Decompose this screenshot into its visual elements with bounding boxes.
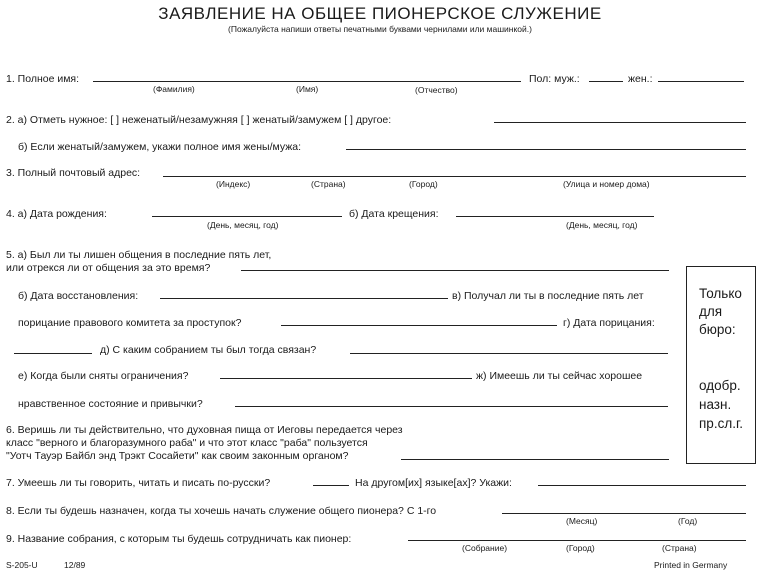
q8-hint-month: (Месяц)	[566, 516, 598, 526]
sex-label: Пол: муж.:	[529, 73, 580, 85]
q4-hint-date-a: (День, месяц, год)	[207, 220, 279, 230]
form-title: ЗАЯВЛЕНИЕ НА ОБЩЕЕ ПИОНЕРСКОЕ СЛУЖЕНИЕ	[158, 4, 602, 23]
q8-hint-year: (Год)	[678, 516, 698, 526]
congregation-then-field[interactable]	[350, 353, 668, 354]
q6-line1: 6. Веришь ли ты действительно, что духовная пища от Иеговы передается через	[6, 424, 403, 436]
office-service-year: пр.сл.г.	[699, 416, 743, 431]
q3-hint-index: (Индекс)	[216, 179, 251, 189]
q2b-label: б) Если женатый/замужем, укажи полное имя жены/мужа:	[18, 141, 301, 153]
q3-hint-country: (Страна)	[311, 179, 346, 189]
reinstatement-date-field[interactable]	[160, 298, 448, 299]
q5zh-label: ж) Имеешь ли ты сейчас хорошее	[476, 370, 643, 382]
q9-hint-congregation: (Собрание)	[462, 543, 508, 553]
q5g-label: г) Дата порицания:	[563, 317, 655, 329]
spouse-name-field[interactable]	[346, 149, 746, 150]
q6-line3: "Уотч Тауэр Байбл энд Трэкт Сосайети" как своим законным органом?	[6, 450, 349, 462]
q7-label: 7. Умеешь ли ты говорить, читать и писать по-русски?	[6, 477, 271, 489]
q1-hint-patronymic: (Отчество)	[415, 85, 458, 95]
office-use-box	[686, 266, 756, 464]
birth-date-field[interactable]	[152, 216, 342, 217]
russian-ability-field[interactable]	[313, 485, 349, 486]
female-field[interactable]	[658, 81, 744, 82]
full-name-field[interactable]	[93, 81, 521, 82]
q4a-label: 4. а) Дата рождения:	[6, 208, 107, 220]
marital-other-field[interactable]	[494, 122, 746, 123]
moral-standing-field[interactable]	[235, 406, 668, 407]
q1-hint-surname: (Фамилия)	[153, 84, 195, 94]
q2a-label: 2. а) Отметь нужное: [ ] неженатый/незамужняя [ ] женатый/замужем [ ] другое:	[6, 114, 392, 126]
form-date: 12/89	[64, 560, 86, 570]
male-field[interactable]	[589, 81, 623, 82]
q5v-label: в) Получал ли ты в последние пять лет	[452, 290, 644, 302]
q4-hint-date-b: (День, месяц, год)	[566, 220, 638, 230]
q3-label: 3. Полный почтовый адрес:	[6, 167, 141, 179]
q5d-label: д) С каким собранием ты был тогда связан?	[100, 344, 317, 356]
q1-label: 1. Полное имя:	[6, 73, 80, 85]
q9-hint-city: (Город)	[566, 543, 595, 553]
q5e-label: е) Когда были сняты ограничения?	[18, 370, 189, 382]
q7-label-other: На другом[их] языке[ах]? Укажи:	[355, 477, 512, 489]
q5v-label-cont: порицание правового комитета за проступок?	[18, 317, 242, 329]
office-label-for: для	[699, 304, 723, 319]
office-appointed: назн.	[699, 397, 732, 412]
q5-line1: 5. а) Был ли ты лишен общения в последние пять лет,	[6, 249, 272, 261]
q9-hint-country: (Страна)	[662, 543, 697, 553]
form-subtitle: (Пожалуйста напиши ответы печатными буквами чернилами или машинкой.)	[228, 24, 532, 34]
start-date-field[interactable]	[502, 513, 746, 514]
q9-label: 9. Название собрания, с которым ты будешь сотрудничать как пионер:	[6, 533, 352, 545]
form-code: S-205-U	[6, 560, 38, 570]
postal-address-field[interactable]	[163, 176, 746, 177]
other-languages-field[interactable]	[538, 485, 746, 486]
congregation-field[interactable]	[408, 540, 746, 541]
q1-hint-name: (Имя)	[296, 84, 319, 94]
office-approved: одобр.	[699, 378, 741, 393]
disfellowship-field[interactable]	[241, 270, 669, 271]
restrictions-lifted-field[interactable]	[220, 378, 472, 379]
office-label-only: Только	[699, 286, 742, 301]
q5zh-label-cont: нравственное состояние и привычки?	[18, 398, 203, 410]
baptism-date-field[interactable]	[456, 216, 654, 217]
q8-label: 8. Если ты будешь назначен, когда ты хочешь начать служение общего пионера? С 1-го	[6, 505, 437, 517]
q4b-label: б) Дата крещения:	[349, 208, 439, 220]
printed-in: Printed in Germany	[654, 560, 728, 570]
female-label: жен.:	[628, 73, 653, 85]
q5b-label: б) Дата восстановления:	[18, 290, 139, 302]
reproof-date-field[interactable]	[14, 353, 92, 354]
reproof-field[interactable]	[281, 325, 557, 326]
q5-line2: или отрекся ли от общения за это время?	[6, 262, 211, 274]
belief-field[interactable]	[401, 459, 669, 460]
q6-line2: класс "верного и благоразумного раба" и что этот класс "раба" пользуется	[6, 437, 368, 449]
q3-hint-city: (Город)	[409, 179, 438, 189]
q3-hint-street: (Улица и номер дома)	[563, 179, 650, 189]
office-label-bureau: бюро:	[699, 322, 736, 337]
